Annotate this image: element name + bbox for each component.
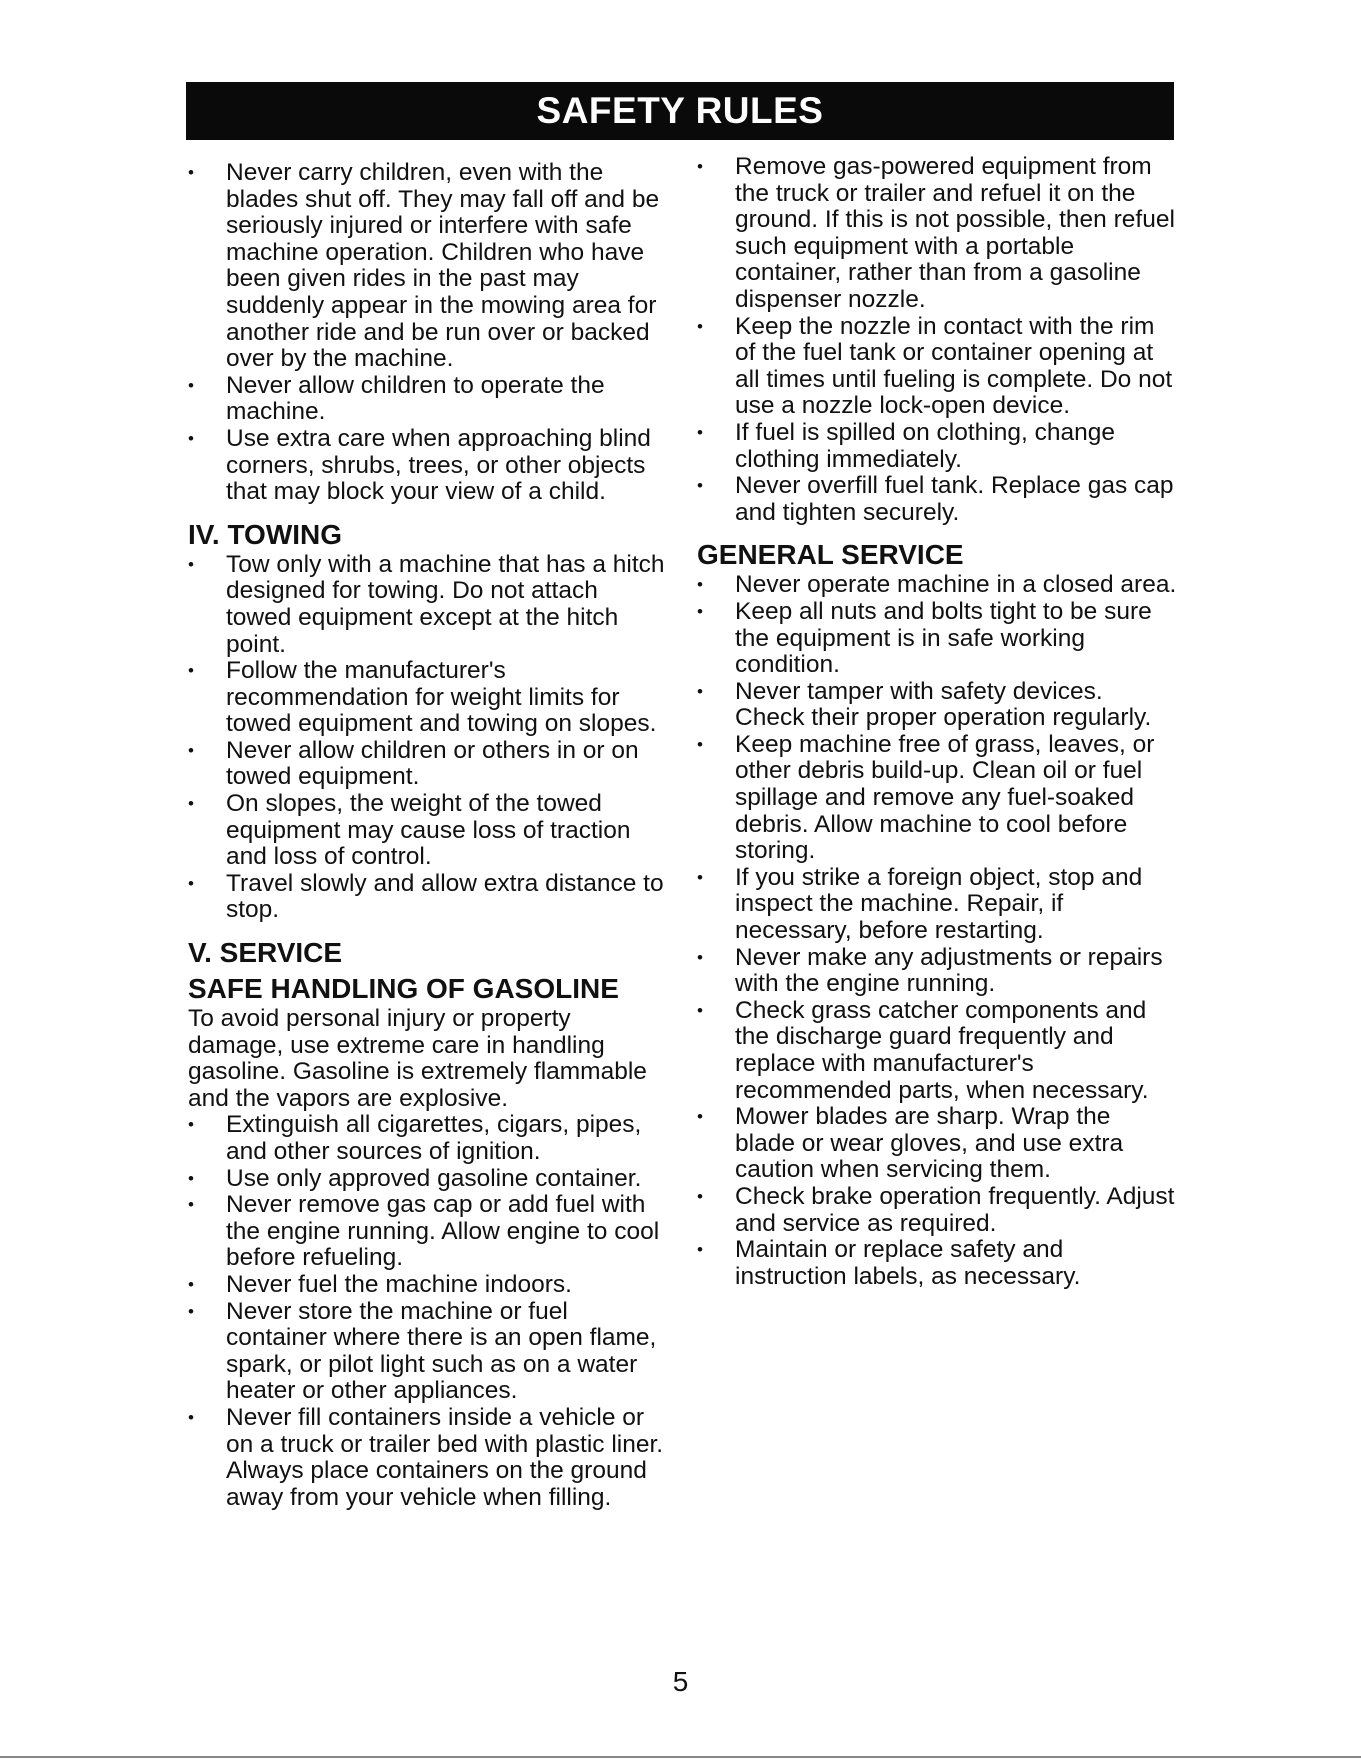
- list-item: • Never operate machine in a closed area.: [697, 572, 1177, 599]
- list-item: • Remove gas-powered equipment from the truck or trailer and refuel it on the ground. If this is not possible, then refuel such equipment with a portable container, rather than from a gasoline dispenser nozzle.: [697, 154, 1177, 314]
- list-item: • Never tamper with safety devices. Check their proper operation regularly.: [697, 679, 1177, 732]
- general-service-heading: GENERAL SERVICE: [697, 539, 964, 571]
- gasoline-list: [188, 1112, 668, 1511]
- list-item: • On slopes, the weight of the towed equipment may cause loss of traction and loss of control.: [188, 791, 668, 871]
- list-item: • Extinguish all cigarettes, cigars, pipes, and other sources of ignition.: [188, 1112, 668, 1165]
- list-item: • Keep the nozzle in contact with the rim of the fuel tank or container opening at all times until fueling is complete. Do not use a nozzle lock-open device.: [697, 314, 1177, 420]
- list-item: • Check grass catcher components and the discharge guard frequently and replace with manufacturer's recommended parts, when necessary.: [697, 998, 1177, 1104]
- list-item: • Never carry children, even with the blades shut off. They may fall off and be seriously injured or interfere with safe machine operation. Children who have been given rides in the past may suddenly appear in the mowing area for another ride and be run over or backed over by the machine.: [188, 160, 668, 373]
- list-item: • Use extra care when approaching blind corners, shrubs, trees, or other objects that may block your view of a child.: [188, 426, 668, 506]
- gasoline-heading: SAFE HANDLING OF GASOLINE: [188, 973, 619, 1005]
- list-item: • If fuel is spilled on clothing, change clothing immediately.: [697, 420, 1177, 473]
- service-heading: V. SERVICE: [188, 937, 343, 969]
- towing-list: [188, 552, 668, 924]
- gasoline-list-continued: [697, 154, 1177, 526]
- gasoline-intro: To avoid personal injury or property damage, use extreme care in handling gasoline. Gasoline is extremely flammable and the vapors are explosive.: [188, 1005, 647, 1112]
- list-item: • Keep machine free of grass, leaves, or other debris build-up. Clean oil or fuel spillage and remove any fuel-soaked debris. Allow machine to cool before storing.: [697, 732, 1177, 865]
- list-item: • Never allow children to operate the machine.: [188, 373, 668, 426]
- towing-heading: IV. TOWING: [188, 518, 343, 550]
- page-title-banner: [186, 82, 1174, 140]
- list-item: • Mower blades are sharp. Wrap the blade or wear gloves, and use extra caution when servicing them.: [697, 1104, 1177, 1184]
- right-column: [697, 154, 1177, 1290]
- list-item: • Follow the manufacturer's recommendation for weight limits for towed equipment and towing on slopes.: [188, 658, 668, 738]
- list-item: • Travel slowly and allow extra distance to stop.: [188, 871, 668, 924]
- list-item: • Never allow children or others in or on towed equipment.: [188, 738, 668, 791]
- list-item: • Never store the machine or fuel container where there is an open flame, spark, or pilot light such as on a water heater or other appliances.: [188, 1299, 668, 1405]
- list-item: • Never fill containers inside a vehicle or on a truck or trailer bed with plastic liner. Always place containers on the ground away from your vehicle when filling.: [188, 1405, 668, 1511]
- list-item: • Never overfill fuel tank. Replace gas cap and tighten securely.: [697, 473, 1177, 526]
- list-item: • Tow only with a machine that has a hitch designed for towing. Do not attach towed equipment except at the hitch point.: [188, 552, 668, 658]
- list-item: • Never fuel the machine indoors.: [188, 1272, 668, 1299]
- list-item: • Never make any adjustments or repairs with the engine running.: [697, 945, 1177, 998]
- children-safety-list: [188, 160, 668, 506]
- list-item: • Keep all nuts and bolts tight to be sure the equipment is in safe working condition.: [697, 599, 1177, 679]
- list-item: • Check brake operation frequently. Adjust and service as required.: [697, 1184, 1177, 1237]
- page-number: 5: [672, 1666, 689, 1697]
- general-service-list: [697, 572, 1177, 1290]
- list-item: • Never remove gas cap or add fuel with the engine running. Allow engine to cool before refueling.: [188, 1192, 668, 1272]
- list-item: • Maintain or replace safety and instruction labels, as necessary.: [697, 1237, 1177, 1290]
- page-title: SAFETY RULES: [536, 90, 824, 131]
- list-item: • If you strike a foreign object, stop and inspect the machine. Repair, if necessary, before restarting.: [697, 865, 1177, 945]
- bottom-rule: [0, 1756, 1361, 1758]
- list-item: • Use only approved gasoline container.: [188, 1166, 668, 1193]
- left-column: [188, 160, 668, 1511]
